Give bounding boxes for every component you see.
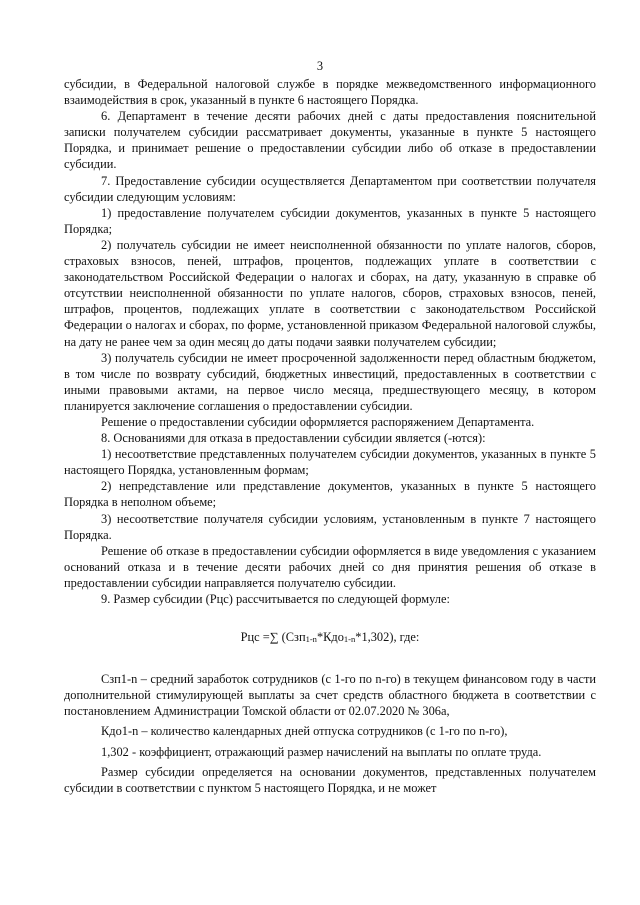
paragraph-condition-2: 2) получатель субсидии не имеет неисполненной обязанности по уплате налогов, сборов, страховых взносов, пеней, штрафов, процентов, подлежащих уплате в соответствии с законодательством Российской Федерации о налогах и сборах, на дату, указанную в справке об отсутствии неисполненной обязанности по уплате налогов, сборов, страховых взносов, пеней, штрафов, процентов, подлежащих уплате в соответствии с законодательством Российской Федерации о налогах и сборах, по форме, установленной приказом Федеральной налоговой службы, на дату не ранее чем за один месяц до даты подачи заявки получателем субсидии;: [64, 237, 596, 349]
paragraph-refusal-3: 3) несоответствие получателя субсидии условиям, установленным в пункте 7 настоящего Порядка.: [64, 511, 596, 542]
paragraph-condition-1: 1) предоставление получателем субсидии документов, указанных в пункте 5 настоящего Порядка;: [64, 205, 596, 236]
document-body: [64, 76, 596, 796]
subsidy-formula: [64, 629, 596, 645]
paragraph-refusal-2: 2) непредставление или представление документов, указанных в пункте 5 настоящего Порядка в неполном объеме;: [64, 479, 596, 510]
paragraph-definition-salary: Сзп1-n – средний заработок сотрудников (с 1-го по n-го) в текущем финансовом году в части дополнительной стимулирующей выплаты за счет средств областного бюджета в соответствии с постановлением Администрации Томской области от 02.07.2020 № 306а,: [64, 672, 596, 719]
formula-subscript-2: 1-n: [343, 634, 356, 645]
paragraph-clause-8: 8. Основаниями для отказа в предоставлении субсидии является (-ются):: [101, 431, 486, 446]
paragraph-continuation: субсидии, в Федеральной налоговой службе в порядке межведомственного информационного взаимодействия в срок, указанный в пункте 6 настоящего Порядка.: [64, 77, 596, 108]
paragraph-refusal-1: 1) несоответствие представленных получателем субсидии документов, указанных в пункте 5 настоящего Порядка, установленным формам;: [64, 447, 596, 478]
paragraph-condition-3: 3) получатель субсидии не имеет просроченной задолженности перед областным бюджетом, в том числе по возврату субсидий, бюджетных инвестиций, предоставленных в соответствии с иными правовыми актами, на первое число месяца, предшествующего месяцу, в котором планируется заключение соглашения о предоставлении субсидии.: [64, 350, 596, 413]
paragraph-decision: Решение о предоставлении субсидии оформляется распоряжением Департамента.: [101, 414, 535, 429]
formula-subscript-1: 1-n: [305, 634, 317, 645]
paragraph-definition-days: Кдо1-n – количество календарных дней отпуска сотрудников (с 1-го по n-го),: [101, 724, 508, 739]
paragraph-definition-coefficient: 1,302 - коэффициент, отражающий размер начислений на выплаты по оплате труда.: [101, 744, 542, 759]
formula-rhs: *1,302), где:: [355, 630, 420, 645]
formula-mid: *Кдо: [316, 630, 344, 645]
paragraph-refusal-decision: Решение об отказе в предоставлении субсидии оформляется в виде уведомления с указанием оснований отказа и в течение десяти рабочих дней со дня принятия решения об отказе в предоставлении субсидии направляется получателю субсидии.: [64, 543, 596, 590]
formula-lhs: Рцс =∑ (Сзп: [240, 630, 306, 645]
page-number: 3: [316, 59, 324, 73]
paragraph-subsidy-size: Размер субсидии определяется на основании документов, представленных получателем субсидии в соответствии с пунктом 5 настоящего Порядка, и не может: [64, 764, 596, 795]
paragraph-clause-6: 6. Департамент в течение десяти рабочих дней с даты предоставления пояснительной записки получателем субсидии рассматривает документы, указанные в пункте 5 настоящего Порядка, и принимает решение о предоставлении субсидии либо об отказе в предоставлении субсидии.: [64, 109, 596, 172]
paragraph-clause-7: 7. Предоставление субсидии осуществляется Департаментом при соответствии получателя субсидии следующим условиям:: [64, 173, 596, 204]
paragraph-clause-9: 9. Размер субсидии (Рцс) рассчитывается по следующей формуле:: [101, 592, 450, 606]
